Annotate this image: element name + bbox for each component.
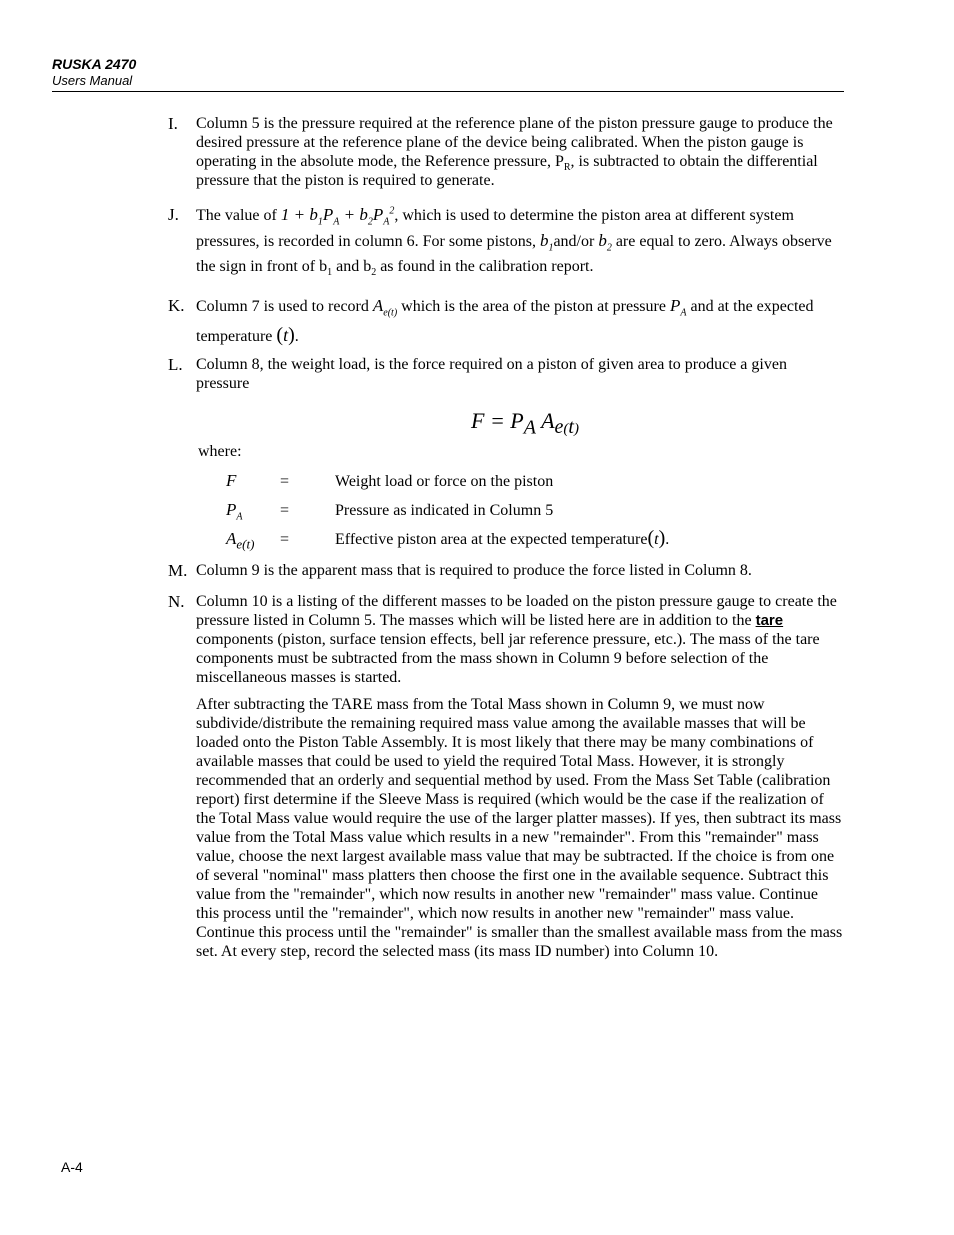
item-letter: N. xyxy=(168,592,185,611)
tare-link[interactable]: tare xyxy=(755,612,784,629)
manual-title: RUSKA 2470 xyxy=(52,56,137,72)
area-symbol: $A_{e(t)}$ xyxy=(372,296,398,319)
item-text: The value of $1 + b_1P_A + b_2P_A^2$, which is used to determine the piston area at different system pressures, is recorded in column 6. For some pistons, $b_1and/or$ $b_2$ are equal to zero. Always observe the sign in front of $b_1$ and $b_2$ as found in the calibration report. xyxy=(196,205,832,279)
manual-subtitle: Users Manual xyxy=(52,73,133,88)
page-content xyxy=(168,114,844,973)
item-text: Column 9 is the apparent mass that is required to produce the force listed in Column 8. xyxy=(196,562,752,579)
page-number: A-4 xyxy=(61,1159,83,1175)
list-item-n xyxy=(168,592,844,961)
item-text: Column 7 is used to record $A_{e(t)}$ which is the area of the piston at pressure $P_A$ and at the expected temperature (t). xyxy=(196,296,814,346)
list-item-j xyxy=(168,202,844,279)
item-text: Column 5 is the pressure required at the reference plane of the piston pressure gauge to produce the desired pressure at the reference plane of the device being calibrated. When the piston gauge is operating in the absolute mode, the Reference pressure, $P_R$, is subtracted to obtain the differential pressure that the piston is required to generate. xyxy=(196,115,833,189)
definition-row: $P_A$ = Pressure as indicated in Column 5 xyxy=(226,500,554,523)
item-text: Column 10 is a listing of the different masses to be loaded on the piston pressure gauge to create the pressure listed in Column 5. The masses which will be listed here are in addition to the tare components (piston, surface tension effects, bell jar reference pressure, etc.). The mass of the tare components must be subtracted from the mass shown in Column 9 before selection of the miscellaneous masses is started. xyxy=(196,593,837,686)
item-letter: K. xyxy=(168,296,185,315)
list-item-k xyxy=(168,291,844,351)
definition-row: F = Weight load or force on the piston xyxy=(226,471,554,490)
item-text: Column 8, the weight load, is the force required on a piston of given area to produce a given pressure xyxy=(196,356,787,392)
item-letter: M. xyxy=(168,561,188,580)
item-letter: J. xyxy=(168,205,179,224)
list-item-i xyxy=(168,114,844,190)
force-equation: $F = P_A$ $A_{e(t)}$ xyxy=(471,408,579,439)
list-item-l xyxy=(168,355,844,552)
definition-row: $A_{e(t)}$ = Effective piston area at the expected temperature(t). xyxy=(226,527,670,552)
where-label: where: xyxy=(198,443,242,460)
procedure-paragraph: After subtracting the TARE mass from the Total Mass shown in Column 9, we must now subdivide/distribute the remaining required mass value among the available masses that will be loaded onto the Piston Table Assembly. It is most likely that there may be many combinations of available masses that could be used to yield the required Total Mass. However, it is strongly recommended that an orderly and sequential method by used. From the Mass Set Table (calibration report) first determine if the Sleeve Mass is required (which would be the case if the realization of the Total Mass value would require the use of the larger platter masses). If yes, then subtract its mass value from the Total Mass value which results in a new "remainder". From this "remainder" mass value, choose the next largest available mass value that may be subtracted. If the choice is from one of several "nominal" mass platters then choose the first one in the available sequence. Subtract this value from the "remainder", which now results in another new "remainder" mass value. Continue this process until the "remainder", which now results in another new "remainder" mass value. Continue this process until the "remainder" is smaller than the smallest available mass from the mass set. At every step, record the selected mass (its mass ID number) into Column 10. xyxy=(196,696,843,960)
list-item-m xyxy=(168,561,844,580)
subscript-r: R xyxy=(563,162,571,174)
equation-inline: $1 + b_1P_A + b_2P_A^2$ xyxy=(280,205,395,228)
item-letter: I. xyxy=(168,114,178,133)
item-letter: L. xyxy=(168,355,183,374)
page-header xyxy=(52,56,844,92)
